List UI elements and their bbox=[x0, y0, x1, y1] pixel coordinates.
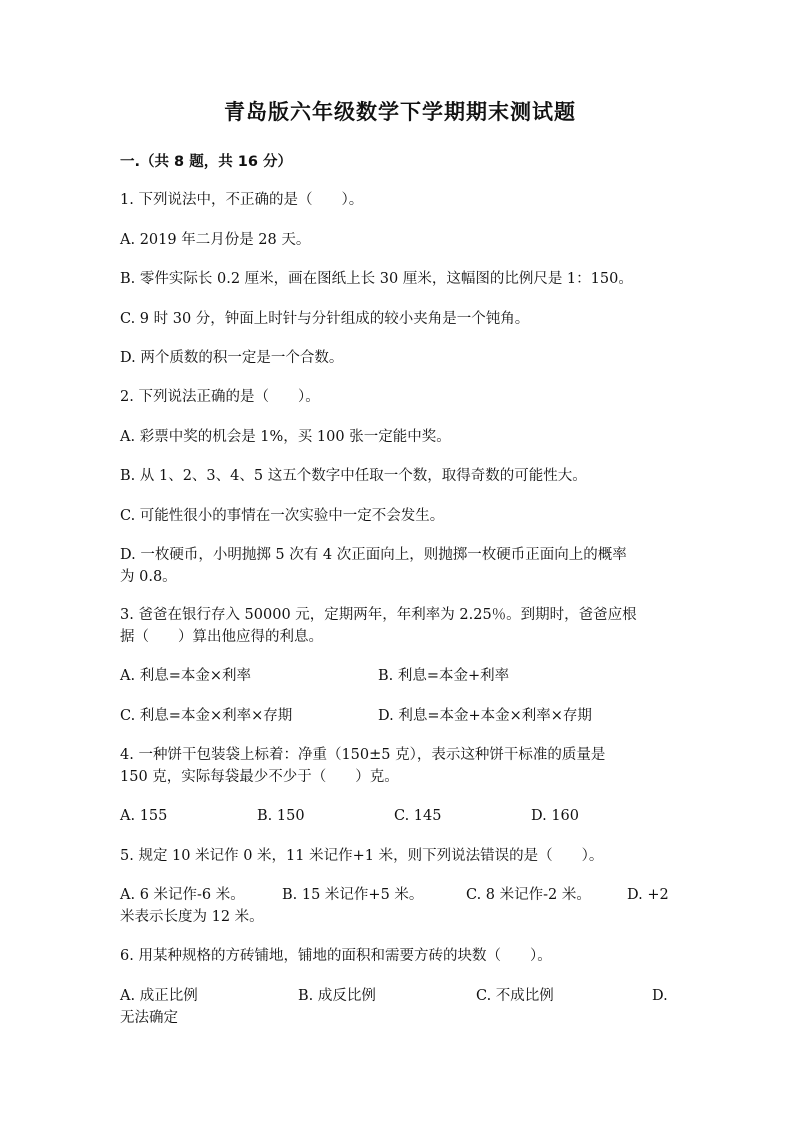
q1-option-b: B. 零件实际长 0.2 厘米，画在图纸上长 30 厘米，这幅图的比例尺是 1：150。 bbox=[120, 271, 633, 287]
q3-stem-cont: 据（ ）算出他应得的利息。 bbox=[120, 629, 323, 645]
q1-option-c: C. 9 时 30 分，钟面上时针与分针组成的较小夹角是一个钝角。 bbox=[120, 311, 530, 327]
q2-option-b: B. 从 1、2、3、4、5 这五个数字中任取一个数，取得奇数的可能性大。 bbox=[120, 468, 587, 484]
q2-option-d-cont: 为 0.8。 bbox=[120, 569, 177, 585]
q5-stem: 5. 规定 10 米记作 0 米，11 米记作+1 米，则下列说法错误的是（ ）。 bbox=[120, 848, 604, 864]
q6-option-d: D. bbox=[652, 988, 668, 1004]
q3-option-b: B. 利息=本金+利率 bbox=[378, 668, 510, 684]
q1-option-d: D. 两个质数的积一定是一个合数。 bbox=[120, 350, 344, 366]
q4-option-b: B. 150 bbox=[257, 808, 305, 824]
q6-option-b: B. 成反比例 bbox=[298, 988, 376, 1004]
q2-option-a: A. 彩票中奖的机会是 1%，买 100 张一定能中奖。 bbox=[120, 429, 451, 445]
section-heading: 一.（共 8 题，共 16 分） bbox=[120, 154, 292, 170]
q6-option-a: A. 成正比例 bbox=[120, 988, 198, 1004]
q5-option-d: D. +2 bbox=[627, 887, 669, 903]
q4-option-a: A. 155 bbox=[120, 808, 168, 824]
q1-stem: 1. 下列说法中，不正确的是（ ）。 bbox=[120, 192, 364, 208]
q4-stem: 4. 一种饼干包装袋上标着：净重（150±5 克），表示这种饼干标准的质量是 bbox=[120, 747, 606, 763]
q5-option-d-cont: 米表示长度为 12 米。 bbox=[120, 909, 264, 925]
q5-option-b: B. 15 米记作+5 米。 bbox=[282, 887, 424, 903]
q4-option-c: C. 145 bbox=[394, 808, 442, 824]
q4-option-d: D. 160 bbox=[531, 808, 580, 824]
q6-option-d-cont: 无法确定 bbox=[120, 1010, 178, 1026]
q5-option-c: C. 8 米记作-2 米。 bbox=[466, 887, 591, 903]
q4-stem-cont: 150 克，实际每袋最少不少于（ ）克。 bbox=[120, 769, 399, 785]
q2-stem: 2. 下列说法正确的是（ ）。 bbox=[120, 389, 320, 405]
q2-option-c: C. 可能性很小的事情在一次实验中一定不会发生。 bbox=[120, 508, 445, 524]
q3-option-c: C. 利息=本金×利率×存期 bbox=[120, 708, 293, 724]
page-title: 青岛版六年级数学下学期期末测试题 bbox=[224, 100, 576, 124]
q6-option-c: C. 不成比例 bbox=[476, 988, 554, 1004]
q6-stem: 6. 用某种规格的方砖铺地，铺地的面积和需要方砖的块数（ ）。 bbox=[120, 948, 552, 964]
q1-option-a: A. 2019 年二月份是 28 天。 bbox=[120, 232, 311, 248]
q5-option-a: A. 6 米记作-6 米。 bbox=[120, 887, 245, 903]
q3-option-d: D. 利息=本金+本金×利率×存期 bbox=[378, 708, 592, 724]
q3-stem: 3. 爸爸在银行存入 50000 元，定期两年，年利率为 2.25％。到期时，爸爸应根 bbox=[120, 607, 637, 623]
q3-option-a: A. 利息=本金×利率 bbox=[120, 668, 251, 684]
q2-option-d: D. 一枚硬币，小明抛掷 5 次有 4 次正面向上，则抛掷一枚硬币正面向上的概率 bbox=[120, 547, 627, 563]
